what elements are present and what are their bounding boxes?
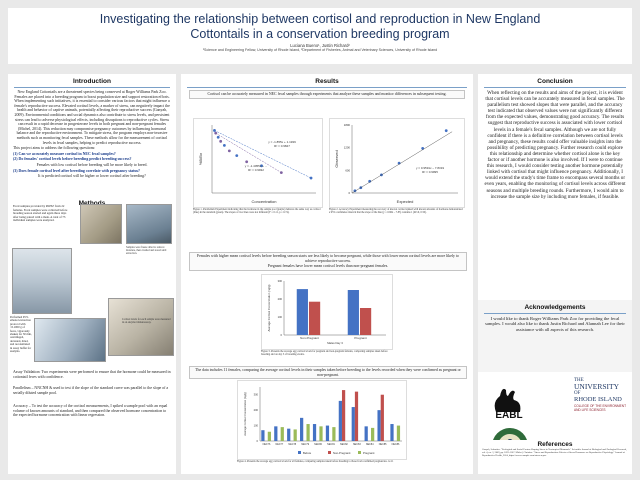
data-point: [219, 140, 222, 143]
regression-annotation: y = -1.4055x + ...: [244, 164, 268, 168]
hypothesis-2: Females with low cortisol before breeding will be more likely to breed.: [36, 162, 148, 167]
acknowledgements-title: Acknowledgements: [524, 304, 586, 311]
figure-1-caption: Figure 1. Parallelism Experiment indicating that the hormone in the sample pool (purple) behaves the same way as cortisol (blue) in the standard (green). The slopes of two lines were not different (F = 0.11, p = 0.74).: [193, 208, 321, 215]
intro-paragraph: New England Cottontails are a threatened species being conserved at Roger Williams Park Zoo. Females are placed into a breeding program to boost population size and support restoration efforts. When implementing such initiatives, it is essential to consider various factors that might influence a female's reproductive success. Elevated cortisol levels, a marker of stress, can negatively impact the health and behavior of captive animals, potentially affecting their reproductive success (Ganyah, 2009). Environmental conditions and social dynamics also contribute to stress levels, and persistent stress can lead to adverse physiological effects, including disruptions to reproductive cycles. Stress can result in a rapid decrease in progesterone levels in both pregnant and non-pregnant females (Michel, 2014). This reduction may compromise pregnancy outcomes by influencing hormonal balance and the reproductive environment. To mitigate stress, the program employs non-invasive methods such as monitoring fecal samples. These methods allow for the measurement of cortisol levels in fecal samples, helping to predict reproductive success.: [14, 90, 170, 145]
bar: [319, 426, 322, 441]
hypothesis-3: It is predicted cortisol will be higher or lower cortisol after breeding?: [38, 174, 146, 179]
figure-4-caption: Figure 4. Presents the average egg cortisol levels for all females, comparing samples taken before breeding to those from confirmed pregnancies. n=11: [237, 460, 394, 463]
regression-annotation: R² = 0.9932: [248, 168, 264, 172]
data-point: [280, 171, 283, 174]
references-title: References: [537, 441, 573, 448]
parallelism-chart: [193, 118, 323, 208]
extraction-protocol-text: Performed 95% ethanol extraction protocol with ~0.1000 g of feces, vigorously shaken for 30 min, centrifuged, decanted, dried, and reconstituted in assay buffer for analysis.: [10, 315, 32, 354]
bar: [287, 429, 290, 441]
bar: [294, 429, 297, 441]
x-axis-label: Concentration: [251, 199, 277, 204]
bar: [326, 426, 329, 441]
centrifuge-photo: [34, 318, 106, 362]
bar: [313, 424, 316, 441]
uri-of: OF: [574, 391, 581, 396]
uri-college: COLLEGE OF THE ENVIRONMENT AND LIFE SCIENCES: [574, 404, 626, 412]
box2-main: Females with higher mean cortisol levels before breeding season starts are less likely to become pregnant, while those with lower mean cortisol levels are more likely to achieve reproductive success.: [197, 254, 459, 263]
bar: [339, 401, 342, 441]
bar: [309, 302, 320, 335]
extraction-tubes-photo: [12, 248, 72, 314]
box2-sub: Pregnant females have lower mean cortisol levels than non-pregnant females.: [267, 264, 389, 269]
y-tick-label: 200: [277, 298, 282, 301]
female-cortisol-bar-chart: [237, 380, 407, 460]
y-tick-label: 100: [253, 424, 258, 428]
methods-sample-text: Fecal samples provided by RWPZ from 22 females. Fecal samples were collected before breeding season started and again three days after being paired with a male. A total of 73 individual samples were analyzed.: [13, 204, 68, 223]
bar: [261, 430, 264, 441]
x-tick-label: NEC84: [365, 443, 374, 446]
y-tick-label: 1800: [343, 123, 350, 127]
divider: [14, 87, 170, 88]
x-tick-label: NEC86: [391, 443, 400, 446]
bar: [377, 410, 380, 441]
data-point: [445, 129, 448, 132]
affiliations: ¹Science and Engineering Fellow, University of Rhode Island, ²Department of Fisheries, Animal and Veterinary Sciences, University of Rhode Island: [202, 48, 438, 52]
regression-annotation: R² = 0.9847: [274, 144, 290, 148]
question-3: (3) Does female cortisol level after breeding correlate with pregnancy status?: [13, 168, 140, 173]
acknowledgements-panel: [478, 300, 632, 372]
x-tick-label: Pregnant: [354, 336, 367, 340]
x-tick-label: NEC82: [340, 443, 348, 446]
left-column: [8, 74, 176, 474]
legend-label: Before: [303, 450, 312, 455]
regression-annotation: y = -1.855x + 1.1939: [268, 140, 296, 144]
title-line-2: Cottontails in a conservation breeding program: [190, 27, 450, 41]
bar: [342, 390, 345, 441]
y-tick-label: 0: [348, 191, 350, 195]
freeze-dryer-photo: [126, 204, 172, 244]
regression-annotation: R² = 0.9995: [422, 170, 438, 174]
bar: [297, 289, 308, 335]
data-point: [223, 144, 226, 147]
right-column: [478, 74, 632, 474]
divider: [484, 313, 626, 314]
bar: [352, 407, 355, 441]
bar: [300, 418, 303, 441]
bar: [306, 424, 309, 441]
x-tick-label: NEC77: [275, 443, 284, 446]
divider: [187, 87, 467, 88]
bar: [371, 428, 374, 441]
bar: [348, 290, 359, 335]
legend-label: Non-Pregnant: [333, 450, 351, 455]
y-tick-label: 200: [253, 409, 258, 413]
y-tick-label: 300: [253, 393, 258, 397]
figure-3-caption: Figure 3. Presents the average egg cortisol levels for pregnant and non-pregnant females, comparing samples taken before breeding and on day 3 of breeding events.: [261, 350, 388, 357]
eabl-logo: [486, 382, 532, 422]
authors: Luciana Bueno¹, Justin Richard²: [290, 43, 350, 48]
accuracy-chart: [329, 118, 465, 208]
introduction-title: Introduction: [73, 78, 111, 85]
legend-swatch: [328, 451, 331, 454]
uri-state: RHODE ISLAND: [574, 396, 622, 403]
x-tick-label: NEC85: [378, 443, 387, 446]
poster-header: [8, 8, 632, 64]
data-point: [217, 136, 220, 139]
bar: [355, 392, 358, 441]
bar: [360, 308, 371, 335]
pregnancy-bar-chart: [261, 274, 393, 350]
eabl-text: EABL: [495, 410, 523, 421]
y-axis-label: Average Cortisol Concentration (ng/g): [244, 392, 247, 436]
y-tick-label: 1200: [343, 145, 350, 150]
bar: [397, 426, 400, 441]
results-box-3: The data includes 11 females, comparing the average cortisol levels in their samples taken before breeding to the levels recorded when they were confirmed as pregnant or non-pregnant.: [189, 366, 467, 379]
data-point: [245, 160, 248, 163]
conclusion-body: When reflecting on the results and aims of the project, it is evident that cortisol levels can be accurately measured in fecal samples. The parallelism test showed slopes that were parallel, and the accuracy test indicated that observed values were not significantly different from the expected values, demonstrating good accuracy. The results suggest that reproductive success is associated with lower cortisol levels in a female's fecal samples. Although we are not fully confident if there is a definitive correlation between cortisol levels and pregnancy, these results could offer valuable insights into the possibility of predicting pregnancy. Further research could explore this relationship and determine whether cortisol alone is the key factor or if another hormone is also involved. If I were to continue this research, I would consider testing another hormone potentially linked with cortisol that might influence pregnancy. Additionally, I would extend the study's time frame to encompass several months or even years, enabling the monitoring of cortisol levels across different seasons and multiple breeding rounds. Furthermore, I would aim to increase the sample size by including more females, if feasible.: [484, 90, 626, 200]
references-panel: [478, 440, 632, 474]
data-point: [235, 154, 238, 157]
title-line-1: Investigating the relationship between cortisol and reproduction in New England: [99, 12, 541, 26]
results-box-2: [189, 252, 467, 271]
middle-column: [181, 74, 473, 474]
introduction-body: [13, 90, 171, 179]
acknowledgements-body: I would like to thank Roger Williams Park Zoo for providing the fecal samples. I would also like to thank Justin Richard and Alannah Lee for their assistance with all aspects of this research.: [485, 316, 625, 332]
data-point: [228, 149, 231, 152]
y-axis-label: Average Cortisol Concentration (ng/g): [267, 284, 271, 332]
question-1: (1) Can we accurately measure cortisol in NEC fecal samples?: [13, 151, 116, 156]
intro-questions-intro: This project aims to address the following questions:: [13, 146, 96, 151]
bar: [268, 432, 271, 441]
bar: [390, 424, 393, 441]
legend-swatch: [298, 451, 301, 454]
x-tick-label: Non-Pregnant: [300, 336, 319, 340]
assay-validation: Assay Validation: Two experiments were performed to ensure that the hormone could be measured in cottontail feces with confidence.: [13, 370, 171, 379]
bar: [381, 395, 384, 441]
regression-annotation: y = 0.9591x – 7.8319: [415, 166, 445, 170]
x-axis-label: Expected: [396, 199, 414, 204]
assay-plate-photo: [108, 298, 174, 356]
bar: [332, 427, 335, 441]
x-tick-label: NEC81: [327, 443, 335, 446]
question-2: (2) Do females' cortisol levels before breeding predict breeding success?: [13, 157, 132, 162]
y-tick-label: 300: [277, 280, 282, 283]
results-box-1: Cortisol can be accurately measured in NEC fecal samples through experiments that analyze these samples and monitor differences in subsequent testing.: [189, 90, 465, 99]
references-body: Ganyah, Sebastien. "Ecological and Social Factors Shaping Stress in Neotropical Mammals." Scientific Journal of Biological and Zoological Research, vol. 4, no. 3, 2009, pp. 1091-1107. Michel, Christine. "Stress and Reproduction: Effects of Stress Hormones on Reproductive Physiology." Journal of Reproductive Health, 2014, https://www.example.com/stress-repro.: [482, 448, 627, 457]
figure-2-caption: Figure 2. Accuracy Experiment measuring the recovery of known cortisol spiked with known amounts of hormone demonstrated a 95% confidence interval that the slope of the line (y = 0.96x – 7.83) contains 1 (R²=0, 0.50).: [329, 208, 463, 215]
y-axis-label: %B/Bo: [198, 152, 203, 166]
parallelism-text: Parallelism – NNCNH & used to test if the slope of the standard curve was parallel to the slope of a serially diluted sample pool.: [13, 386, 169, 395]
legend-label: Pregnant: [363, 450, 375, 455]
legend-swatch: [358, 451, 361, 454]
bar: [281, 427, 284, 441]
assay-caption: Cortisol levels for each sample were measured in an enzyme immunoassay.: [122, 318, 171, 325]
x-tick-label: NEC76: [262, 443, 271, 446]
poster-title: [48, 12, 592, 42]
divider: [484, 87, 626, 88]
freeze-dry-caption: Samples were freeze dried to remove moisture, then crushed and stored until extraction.: [126, 246, 167, 256]
x-tick-label: NEC78: [288, 443, 297, 446]
uri-the: THE: [574, 378, 584, 383]
trend-line: [352, 132, 452, 193]
sample-bag-photo: [80, 204, 122, 244]
accuracy-text: Accuracy – To test the accuracy of the cortisol measurements, I spiked a sample pool with an equal volume of known amounts of standard, and then compared the observed hormone concentration to the expected hormone concentration with linear regression.: [13, 404, 168, 418]
bar: [274, 426, 277, 441]
x-axis-label: Males Day 3: [327, 341, 343, 345]
y-tick-label: 0: [280, 334, 282, 337]
y-tick-label: 600: [345, 168, 350, 173]
x-tick-label: NEC80: [314, 443, 322, 446]
bar: [365, 426, 368, 441]
uri-university: UNIVERSITY: [574, 382, 619, 391]
y-tick-label: 100: [277, 316, 282, 319]
data-point: [310, 177, 313, 180]
y-axis-label: Observed: [334, 150, 339, 168]
results-title: Results: [315, 78, 339, 85]
x-tick-label: NEC83: [352, 443, 361, 446]
conclusion-title: Conclusion: [537, 78, 573, 85]
x-tick-label: NEC79: [301, 443, 310, 446]
y-tick-label: 0: [256, 440, 258, 443]
data-point: [421, 147, 424, 150]
uri-logo: [574, 378, 628, 438]
